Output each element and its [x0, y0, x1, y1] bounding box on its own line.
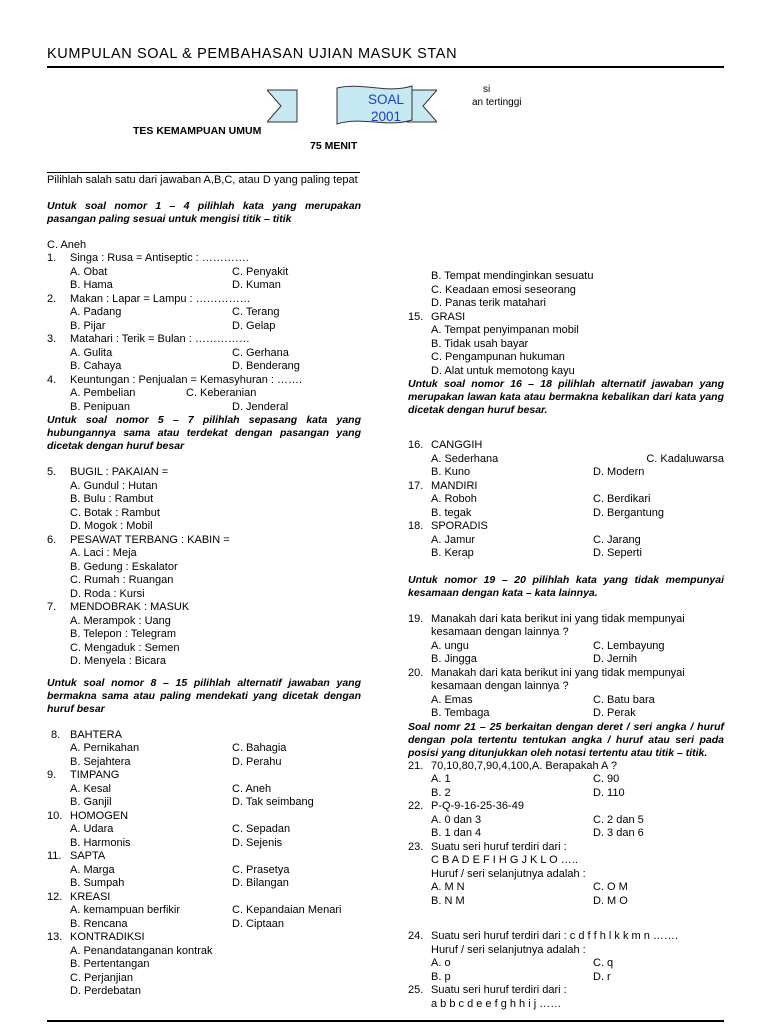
question-15: 15. GRASI A. Tempat penyimpanan mobil B. Tidak usah bayar C. Pengampunan hukuman D. Alat untuk memotong kayu [408, 310, 579, 377]
question-14-continued: B. Tempat mendinginkan sesuatu C. Keadaan emosi seseorang D. Panas terik matahari [431, 270, 594, 309]
test-title: TES KEMAMPUAN UMUM [133, 125, 262, 137]
banner-text [355, 91, 417, 125]
question-21: 21. 70,10,80,7,90,4,100,A. Berapakah A ? A. 1 C. 90 B. 2 D. 110 [408, 759, 625, 799]
question-1: 1. Singa : Rusa = Antiseptic : …………. A. Obat C. Penyakit B. Hama D. Kuman [47, 252, 289, 291]
clipped-text-fragment: an tertinggi [472, 97, 522, 108]
question-20: 20. Manakah dari kata berikut ini yang tidak mempunyai kesamaan dengan lainnya ? A. Emas C. Batu bara B. Tembaga D. Perak [408, 666, 685, 719]
document-title: KUMPULAN SOAL & PEMBAHASAN UJIAN MASUK STAN [47, 46, 458, 62]
banner-left-tail [267, 90, 297, 122]
question-24: 24. Suatu seri huruf terdiri dari : c d f f h l k k m n ……. Huruf / seri selanjutnya adalah : A. o C. q B. p D. r [408, 930, 678, 983]
question-12: 12. KREASI A. kemampuan berfikir C. Kepandaian Menari B. Rencana D. Ciptaan [47, 890, 342, 930]
banner-line-1: SOAL [367, 92, 405, 107]
question-17: 17. MANDIRI A. Roboh C. Berdikari B. tegak D. Bergantung [408, 479, 664, 519]
instruction-5-7: Untuk soal nomor 5 – 7 pilihlah sepasang kata yang hubungannya sama atau terdekat dengan pasangan yang dicetak dengan huruf besar [47, 414, 361, 452]
footer-rule [47, 1020, 724, 1022]
question-11: 11. SAPTA A. Marga C. Prasetya B. Sumpah D. Bilangan [47, 850, 290, 889]
stray-option: C. Aneh [47, 238, 87, 251]
question-18: 18. SPORADIS A. Jamur C. Jarang B. Kerap D. Seperti [408, 520, 642, 559]
banner-line-2: 2001 [370, 109, 402, 124]
question-13: 13. KONTRADIKSI A. Penandatanganan kontrak B. Pertentangan C. Perjanjian D. Perdebatan [47, 931, 213, 997]
question-7: 7. MENDOBRAK : MASUK A. Merampok : Uang B. Telepon : Telegram C. Mengaduk : Semen D. Menyela : Bicara [47, 601, 190, 667]
question-9: 9. TIMPANG A. Kesal C. Aneh B. Ganjil D. Tak seimbang [47, 769, 314, 808]
question-6: 6. PESAWAT TERBANG : KABIN = A. Laci : Meja B. Gedung : Eskalator C. Rumah : Ruangan D. Roda : Kursi [47, 533, 230, 600]
question-19: 19. Manakah dari kata berikut ini yang tidak mempunyai kesamaan dengan lainnya ? A. ungu C. Lembayung B. Jingga D. Jernih [408, 612, 685, 665]
question-23: 23. Suatu seri huruf terdiri dari : C B A D E F I H G J K L O ….. Huruf / seri selanjutnya adalah : A. M N C. O M B. N M D. M O [408, 840, 628, 907]
left-rule [47, 172, 360, 173]
instruction-8-15: Untuk soal nomor 8 – 15 pilihlah alternatif jawaban yang bermakna sama atau paling mendekati yang dicetak dengan huruf besar [47, 676, 361, 715]
instruction-21-25: Soal nomr 21 – 25 berkaitan dengan deret / seri angka / huruf dengan pola tertentu tentukan angka / huruf atau seri pada posisi yang ditunjukkan oleh notasi tertentu atau titik – titik. [408, 720, 724, 759]
question-16: 16. CANGGIH A. Sederhana C. Kadaluwarsa B. Kuno D. Modern [408, 439, 724, 478]
question-2: 2. Makan : Lapar = Lampu : …………… A. Padang C. Terang B. Pijar D. Gelap [47, 292, 280, 332]
question-8: 8. BAHTERA A. Pernikahan C. Bahagia B. Sejahtera D. Perahu [51, 728, 287, 768]
instruction-1-4: Untuk soal nomor 1 – 4 pilihlah kata yang merupakan pasangan paling sesuai untuk mengisi titik – titik [47, 199, 361, 225]
right-column [408, 270, 724, 1011]
instruction-16-18: Untuk soal nomor 16 – 18 pilihlah alternatif jawaban yang merupakan lawan kata atau bermakna kebalikan dari kata yang dicetak dengan huruf besar. [408, 378, 724, 416]
question-3: 3. Matahari : Terik = Bulan : …………… A. Gulita C. Gerhana B. Cahaya D. Benderang [47, 333, 300, 372]
question-25: 25. Suatu seri huruf terdiri dari : a b b c d e e f g h h i j …… [408, 984, 567, 1010]
header-rule [47, 66, 724, 68]
general-instruction: Pilihlah salah satu dari jawaban A,B,C, atau D yang paling tepat [47, 174, 358, 186]
left-column [47, 174, 361, 999]
question-10: 10. HOMOGEN A. Udara C. Sepadan B. Harmonis D. Sejenis [47, 809, 291, 849]
question-5: 5. BUGIL : PAKAIAN = A. Gundul : Hutan B. Bulu : Rambut C. Botak : Rambut D. Mogok : Mobil [47, 466, 169, 532]
question-22: 22. P-Q-9-16-25-36-49 A. 0 dan 3 C. 2 dan 5 B. 1 dan 4 D. 3 dan 6 [408, 800, 644, 839]
test-time: 75 MENIT [310, 140, 358, 152]
question-4: 4. Keuntungan : Penjualan = Kemasyhuran : ……. A. Pembelian C. Keberanian B. Penipuan D. Jenderal [47, 373, 303, 413]
instruction-19-20: Untuk nomor 19 – 20 pilihlah kata yang tidak mempunyai kesamaan dengan kata – kata lainnya. [408, 573, 724, 599]
clipped-text-fragment: si [483, 84, 491, 95]
